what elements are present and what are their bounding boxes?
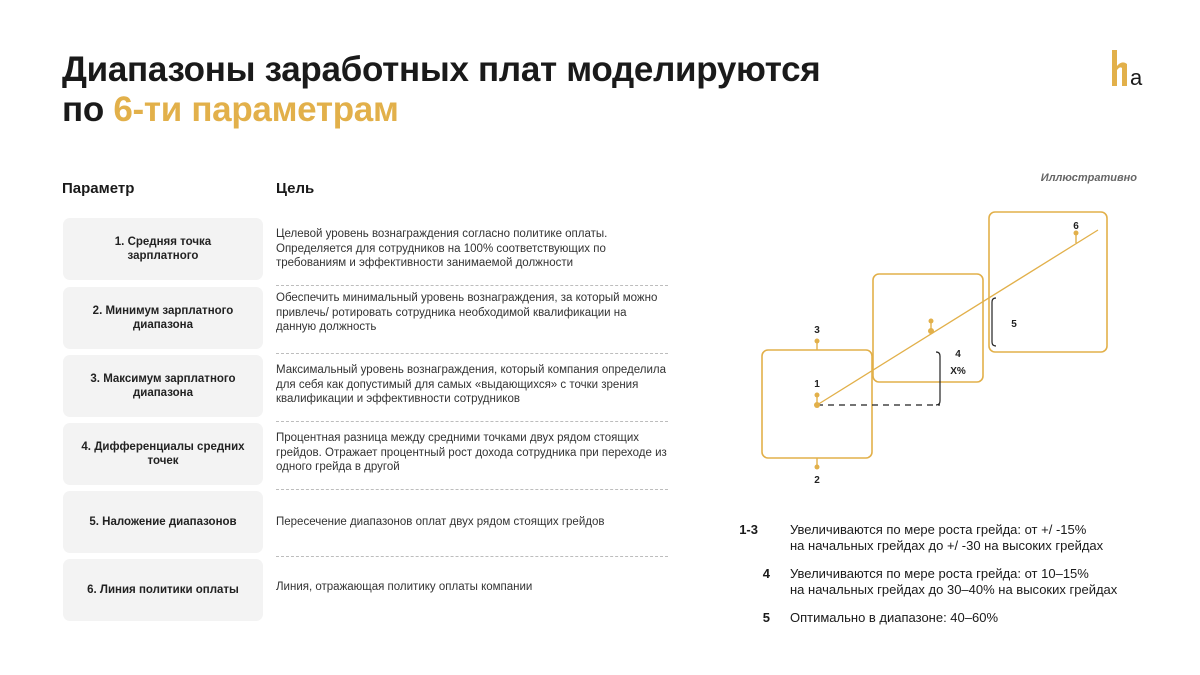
svg-text:a: a: [1130, 65, 1143, 88]
label-5: 5: [1011, 319, 1017, 330]
goal-midpoint: Целевой уровень вознаграждения согласно политике оплаты. Определяется для сотрудников на 100% соответствующих по требованиям и эффективности занимаемой должности: [276, 228, 608, 270]
goal-maximum: Максимальный уровень вознаграждения, который компания определила для себя как допустимый для самых «выдающихся» с точки зрения квалификации и эффективности сотрудников: [276, 364, 666, 406]
goal-minimum: Обеспечить минимальный уровень вознаграждения, за который можно привлечь/ ротировать сотрудника необходимой квалификации на данную должность: [276, 292, 658, 334]
salary-range-diagram: [740, 190, 1160, 500]
title-line-2-accent: 6-ти параметрам: [113, 90, 399, 129]
param-minimum: 2. Минимум зарплатного диапазона: [63, 287, 263, 349]
note-text: Оптимально в диапазоне: 40–60%: [790, 610, 999, 625]
goal-differentials: Процентная разница между средними точками двух рядом стоящих грейдов. Отражает процентный рост дохода сотрудника при переходе из одного грейда в другой: [276, 432, 667, 474]
illustrative-caption: Иллюстративно: [1040, 172, 1137, 184]
param-maximum: 3. Максимум зарплатного диапазона: [63, 355, 263, 417]
grade-box-2: [873, 274, 983, 382]
min-point-marker: [815, 465, 820, 470]
label-3: 3: [814, 325, 820, 336]
param-policy-line: 6. Линия политики оплаты: [63, 559, 263, 621]
note-text: на начальных грейдах до +/ -30 на высоких грейдах: [790, 538, 1104, 553]
max-point-marker: [815, 339, 820, 344]
note-item: [758, 610, 1178, 626]
goal-overlap: Пересечение диапазонов оплат двух рядом стоящих грейдов: [276, 515, 605, 528]
label-4: 4: [955, 349, 961, 360]
ha-logo: [1108, 48, 1144, 88]
note-text: Увеличиваются по мере роста грейда: от +/ -15%: [790, 522, 1087, 537]
label-6: 6: [1073, 221, 1079, 232]
row-divider: [276, 489, 668, 490]
note-item: [758, 566, 1178, 598]
title-line-2-prefix: по: [62, 90, 114, 129]
note-text: Увеличиваются по мере роста грейда: от 10–15%: [790, 566, 1089, 581]
midpoint-marker: [814, 402, 820, 408]
label-x-percent: X%: [950, 366, 966, 377]
label-2: 2: [814, 475, 820, 486]
notes-list: [739, 522, 1178, 638]
goal-policy-line: Линия, отражающая политику оплаты компании: [276, 580, 533, 593]
overlap-bracket: [992, 298, 996, 346]
differential-bracket: [936, 352, 940, 405]
param-midpoint: 1. Средняя точка зарплатного: [63, 218, 263, 280]
note-item: [739, 522, 1178, 554]
header-parameter: Параметр: [62, 180, 135, 197]
note-number: 4: [762, 566, 770, 581]
page-title: [62, 50, 962, 130]
pay-policy-line: [817, 230, 1098, 405]
param-overlap: 5. Наложение диапазонов: [63, 491, 263, 553]
note-text: на начальных грейдах до 30–40% на высоких грейдах: [790, 582, 1118, 597]
title-line-2: [62, 90, 962, 130]
grade-box-3: [989, 212, 1107, 352]
note-number: 5: [762, 610, 770, 625]
param-differentials: 4. Дифференциалы средних точек: [63, 423, 263, 485]
title-line-1: Диапазоны заработных плат моделируются: [62, 50, 821, 89]
header-goal: Цель: [276, 180, 315, 197]
midpoint-marker-2: [928, 328, 934, 334]
note-number: 1-3: [739, 522, 758, 537]
label-1: 1: [814, 379, 820, 390]
